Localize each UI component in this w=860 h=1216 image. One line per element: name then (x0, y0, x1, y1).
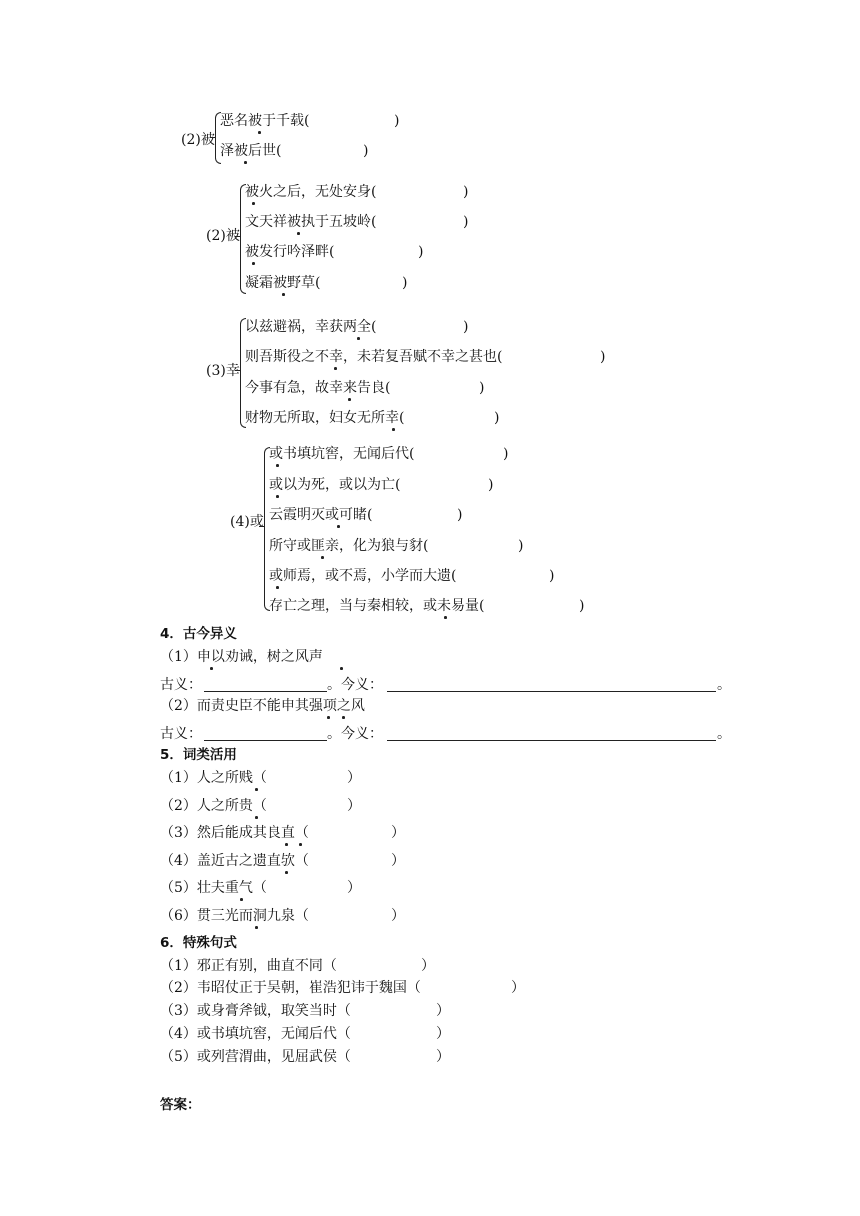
close-paren: ) (463, 184, 469, 200)
group-label: (3)幸 (206, 363, 240, 379)
emphasis-dot (255, 926, 258, 929)
close-paren: ） (511, 980, 525, 996)
section-title: 6．特殊句式 (160, 935, 237, 951)
close-paren: ) (394, 113, 400, 129)
period: 。 (717, 677, 731, 693)
close-paren: ) (488, 477, 494, 493)
jin-label: 。今义： (327, 677, 383, 693)
close-paren: ） (391, 853, 405, 869)
close-paren: ) (579, 598, 585, 614)
item: 或师焉，或不焉，小学而大遗( (269, 568, 457, 584)
question: （4）盖近古之遗直欤（ (160, 853, 309, 869)
group-label: (2)被 (206, 228, 240, 244)
close-paren: ） (436, 1026, 450, 1042)
item: 或以为死，或以为亡( (269, 477, 401, 493)
emphasis-dot (342, 716, 345, 719)
emphasis-dot (285, 871, 288, 874)
emphasis-dot (255, 816, 258, 819)
question: （3）或身膏斧钺，取笑当时（ (160, 1003, 351, 1019)
close-paren: ) (518, 538, 524, 554)
emphasis-dot (252, 262, 255, 265)
close-paren: ） (347, 770, 361, 786)
close-paren: ) (363, 143, 369, 159)
emphasis-dot (297, 232, 300, 235)
item: 今事有急，故幸来告良( (245, 380, 391, 396)
question: （2）韦昭仗正于吴朝，崔浩犯讳于魏国（ (160, 980, 421, 996)
answer-blank[interactable] (387, 691, 716, 692)
item: 云霞明灭或可睹( (269, 507, 373, 523)
item: 以兹避祸，幸获两全( (245, 319, 377, 335)
close-paren: ) (494, 410, 500, 426)
emphasis-dot (337, 525, 340, 528)
emphasis-dot (392, 428, 395, 431)
emphasis-dot (210, 667, 213, 670)
question: （1）申以劝诫，树之风声 (160, 649, 323, 665)
item: 凝霜被野草( (245, 275, 321, 291)
emphasis-dot (299, 843, 302, 846)
brace (264, 447, 270, 611)
emphasis-dot (321, 556, 324, 559)
question: （6）贯三光而洞九泉（ (160, 908, 309, 924)
emphasis-dot (327, 716, 330, 719)
brace-tick (259, 526, 264, 527)
item: 或书填坑窖，无闻后代( (269, 446, 415, 462)
emphasis-dot (276, 464, 279, 467)
item: 被发行吟泽畔( (245, 244, 335, 260)
period: 。 (717, 726, 731, 742)
emphasis-dot (276, 495, 279, 498)
item: 泽被后世( (220, 143, 282, 159)
emphasis-dot (348, 398, 351, 401)
close-paren: ） (347, 880, 361, 896)
question: （4）或书填坑窖，无闻后代（ (160, 1026, 351, 1042)
close-paren: ） (391, 825, 405, 841)
close-paren: ） (421, 958, 435, 974)
question: （1）人之所贱（ (160, 770, 267, 786)
gu-label: 古义： (160, 677, 202, 693)
item: 恶名被于千载( (220, 113, 310, 129)
close-paren: ) (402, 275, 408, 291)
answer-blank[interactable] (204, 691, 327, 692)
close-paren: ） (347, 798, 361, 814)
brace-tick (210, 137, 215, 138)
section-title: 4．古今异义 (160, 626, 237, 642)
group-label: (2)被 (181, 132, 215, 148)
close-paren: ) (463, 214, 469, 230)
gu-label: 古义： (160, 726, 202, 742)
question: （5）壮夫重气（ (160, 880, 267, 896)
group-label: (4)或 (230, 514, 264, 530)
item: 财物无所取，妇女无所幸( (245, 410, 405, 426)
answer-blank[interactable] (387, 740, 716, 741)
emphasis-dot (276, 586, 279, 589)
emphasis-dot (340, 667, 343, 670)
answer-blank[interactable] (204, 740, 327, 741)
emphasis-dot (240, 898, 243, 901)
brace-tick (235, 236, 240, 237)
close-paren: ) (479, 380, 485, 396)
close-paren: ) (418, 244, 424, 260)
emphasis-dot (244, 161, 247, 164)
close-paren: ) (463, 319, 469, 335)
brace-tick (235, 370, 240, 371)
item: 被火之后，无处安身( (245, 184, 377, 200)
question: （1）邪正有别，曲直不同（ (160, 958, 337, 974)
close-paren: ) (600, 349, 606, 365)
item: 所守或匪亲，化为狼与豺( (269, 538, 429, 554)
item: 存亡之理，当与秦相较，或未易量( (269, 598, 485, 614)
close-paren: ) (549, 568, 555, 584)
close-paren: ） (391, 908, 405, 924)
emphasis-dot (252, 202, 255, 205)
emphasis-dot (285, 843, 288, 846)
emphasis-dot (258, 131, 261, 134)
close-paren: ) (457, 507, 463, 523)
item: 文天祥被执于五坡岭( (245, 214, 377, 230)
question: （2）而责史臣不能申其强项之风 (160, 698, 365, 714)
emphasis-dot (444, 616, 447, 619)
close-paren: ） (436, 1049, 450, 1065)
item: 则吾斯役之不幸，未若复吾赋不幸之甚也( (245, 349, 503, 365)
question: （5）或列营渭曲，见屈武侯（ (160, 1049, 351, 1065)
emphasis-dot (334, 367, 337, 370)
answer-label: 答案： (160, 1097, 201, 1113)
jin-label: 。今义： (327, 726, 383, 742)
close-paren: ） (436, 1003, 450, 1019)
emphasis-dot (282, 293, 285, 296)
emphasis-dot (357, 337, 360, 340)
close-paren: ) (503, 446, 509, 462)
emphasis-dot (255, 788, 258, 791)
question: （2）人之所贵（ (160, 798, 267, 814)
section-title: 5．词类活用 (160, 747, 237, 763)
question: （3）然后能成其良直（ (160, 825, 309, 841)
